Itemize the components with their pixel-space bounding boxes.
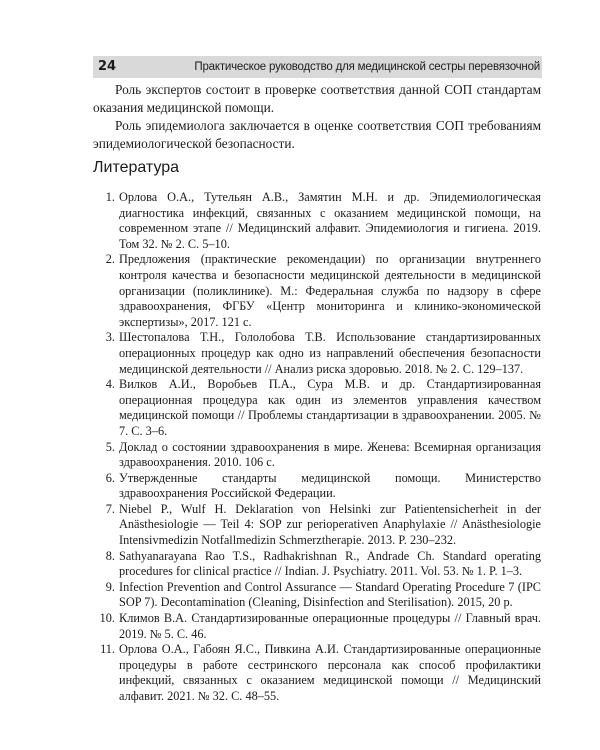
reference-text: Климов В.А. Стандартизированные операционные процедуры // Главный врач. 2019. № 5. С. 46. bbox=[119, 611, 541, 641]
reference-item bbox=[93, 330, 541, 377]
page-number: 24 bbox=[98, 59, 117, 74]
paragraph-experts: Роль экспертов состоит в проверке соответствия данной СОП стандартам оказания медицинской помощи. bbox=[93, 82, 541, 115]
reference-item bbox=[93, 549, 541, 580]
reference-text: Утвержденные стандарты медицинской помощи. Министерство здравоохранения Российской Федерации. bbox=[119, 470, 541, 501]
reference-number: 3. bbox=[105, 330, 115, 345]
reference-number: 2. bbox=[105, 252, 115, 267]
reference-number: 5. bbox=[105, 439, 115, 454]
reference-text: Орлова О.А., Габоян Я.С., Пивкина А.И. Стандартизированные операционные процедуры в работе сестринского персонала как способ профилактики инфекций, связанных с оказанием медицинской помощи // Медицинский алфавит. 2021. № 32. С. 48–55. bbox=[119, 642, 541, 703]
reference-item bbox=[93, 190, 541, 252]
reference-number: 4. bbox=[105, 377, 115, 392]
paragraph-epidemiologist: Роль эпидемиолога заключается в оценке соответствия СОП требованиям эпидемиологической безопасности. bbox=[93, 118, 541, 151]
section-heading-literature: Литература bbox=[93, 159, 180, 176]
reference-number: 6. bbox=[105, 470, 115, 485]
reference-text: Доклад о состоянии здравоохранения в мире. Женева: Всемирная организация здравоохранения. 2010. 106 с. bbox=[119, 439, 541, 470]
intro-text bbox=[93, 81, 541, 153]
reference-item bbox=[93, 377, 541, 439]
running-title: Практическое руководство для медицинской сестры перевязочной bbox=[194, 61, 540, 73]
reference-text: Sathyanarayana Rao T.S., Radhakrishnan R., Andrade Ch. Standard operating procedures for clinical practice // Indian. J. Psychiatry. 2011. Vol. 53. № 1. P. 1–3. bbox=[119, 548, 541, 579]
reference-item bbox=[93, 642, 541, 704]
reference-item bbox=[93, 502, 541, 549]
reference-number: 1. bbox=[105, 190, 115, 204]
reference-number: 8. bbox=[105, 548, 115, 563]
reference-number: 10. bbox=[99, 611, 115, 626]
reference-text: Орлова О.А., Тутельян А.В., Замятин М.Н. и др. Эпидемиологическая диагностика инфекций, связанных с оказанием медицинской помощи, на современном этапе // Медицинский алфавит. Эпидемиология и гигиена. 2019. Том 32. № 2. С. 5–10. bbox=[119, 190, 541, 251]
reference-number: 9. bbox=[105, 579, 115, 594]
reference-number: 7. bbox=[105, 501, 115, 516]
reference-item bbox=[93, 440, 541, 471]
reference-text: Предложения (практические рекомендации) по организации внутреннего контроля качества и безопасности медицинской деятельности в медицинской организации (поликлинике). М.: Федеральная служба по надзору в сфере здравоохранения, ФГБУ «Центр мониторинга и клинико-экономической экспертизы», 2017. 121 с. bbox=[119, 252, 541, 329]
reference-item bbox=[93, 252, 541, 330]
reference-text: Infection Prevention and Control Assurance — Standard Operating Procedure 7 (IPC SOP 7). Decontamination (Cleaning, Disinfection and Sterilisation). 2015, 20 p. bbox=[119, 579, 541, 610]
reference-list bbox=[93, 190, 541, 705]
reference-number: 11. bbox=[100, 642, 115, 657]
reference-text: Вилков А.И., Воробьев П.А., Сура М.В. и др. Стандартизированная операционная процедура как один из элементов управления качеством медицинской помощи // Проблемы стандартизации в здравоохранении. 2005. № 7. С. 3–6. bbox=[119, 377, 541, 438]
reference-item bbox=[93, 611, 541, 642]
reference-text: Шестопалова Т.Н., Гололобова Т.В. Использование стандартизированных операционных процедур как одно из направлений обеспечения безопасности медицинской деятельности // Анализ риска здоровью. 2018. № 2. С. 129–137. bbox=[119, 330, 541, 376]
reference-item bbox=[93, 580, 541, 611]
reference-item bbox=[93, 471, 541, 502]
reference-text: Niebel P., Wulf H. Deklaration von Helsinki zur Patientensicherheit in der Anästhesiologie — Teil 4: SOP zur perioperativen Anaphylaxie // Anästhesiologie Intensivmedizin Notfallmedizin Schmerztherapie. 2013. P. 230–232. bbox=[119, 501, 541, 548]
